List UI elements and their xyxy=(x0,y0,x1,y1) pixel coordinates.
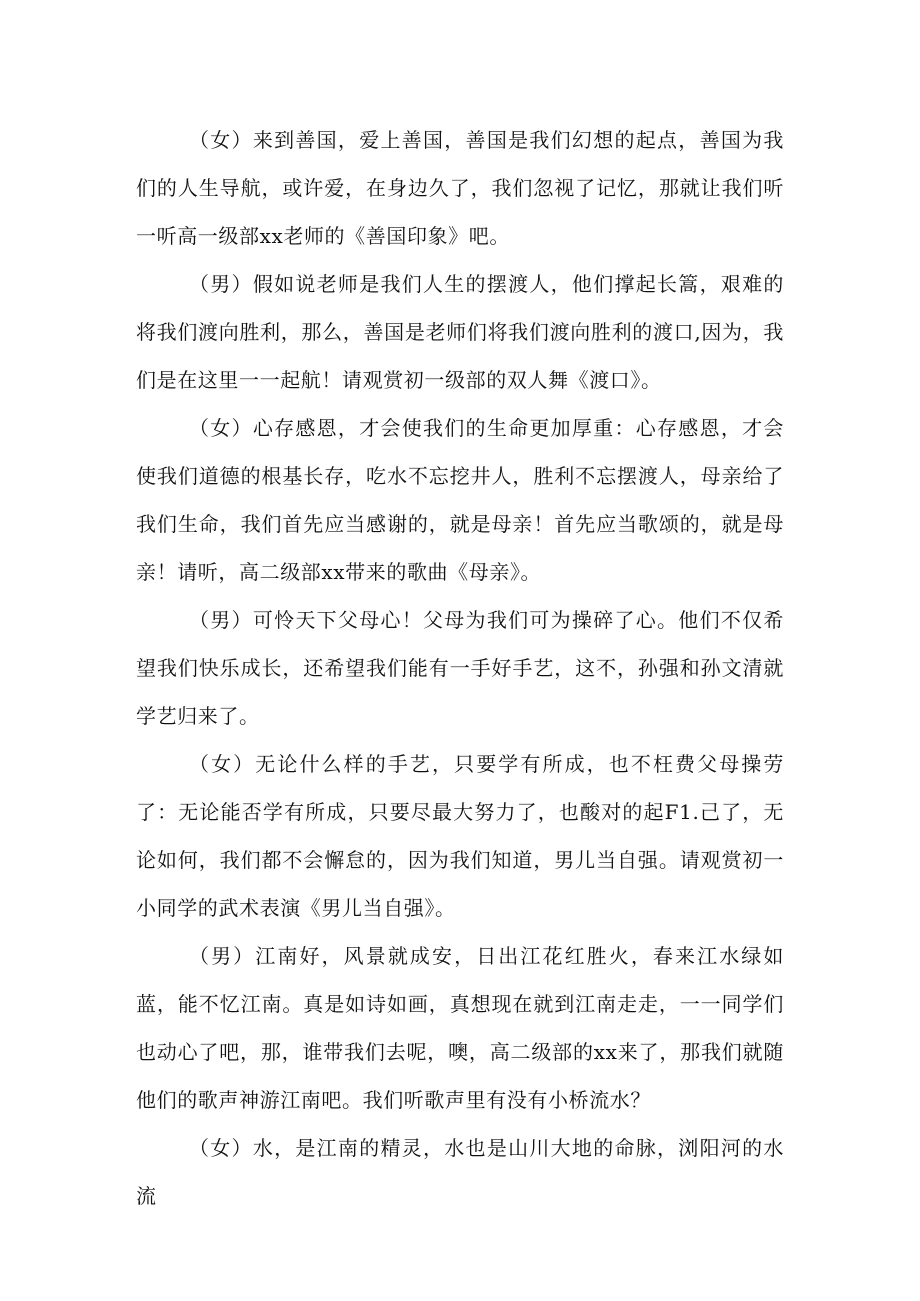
dialogue-paragraph-female-2: （女）心存感恩，才会使我们的生命更加厚重：心存感恩，才会使我们道德的根基长存，吃水不忘挖井人，胜利不忘摆渡人，母亲给了我们生命，我们首先应当感谢的，就是母亲！首先应当歌颂的，就是母亲！请听，高二级部xx带来的歌曲《母亲》。 xyxy=(136,416,784,584)
dialogue-paragraph-female-3: （女）无论什么样的手艺，只要学有所成，也不枉费父母操劳了：无论能否学有所成，只要尽最大努力了，也酸对的起F1.己了，无论如何，我们都不会懈怠的，因为我们知道，男儿当自强。请观赏初一小同学的武术表演《男儿当自强》。 xyxy=(136,752,784,920)
dialogue-paragraph-male-1: （男）假如说老师是我们人生的摆渡人，他们撑起长篙，艰难的将我们渡向胜利，那么，善国是老师们将我们渡向胜利的渡口,因为，我们是在这里一一起航！请观赏初一级部的双人舞《渡口》。 xyxy=(136,272,784,392)
dialogue-paragraph-male-3: （男）江南好，风景就成安，日出江花红胜火，春来江水绿如蓝，能不忆江南。真是如诗如画，真想现在就到江南走走，一一同学们也动心了吧，那，谁带我们去呢，噢，高二级部的xx来了，那我们就随他们的歌声神游江南吧。我们听歌声里有没有小桥流水？ xyxy=(136,944,784,1112)
dialogue-paragraph-male-2: （男）可怜天下父母心！父母为我们可为操碎了心。他们不仅希望我们快乐成长，还希望我们能有一手好手艺，这不，孙强和孙文清就学艺归来了。 xyxy=(136,608,784,728)
dialogue-paragraph-female-4: （女）水，是江南的精灵，水也是山川大地的命脉，浏阳河的水流 xyxy=(136,1136,784,1208)
dialogue-paragraph-female-1: （女）来到善国，爱上善国，善国是我们幻想的起点，善国为我们的人生导航，或许爱，在身边久了，我们忽视了记忆，那就让我们听一听高一级部xx老师的《善国印象》吧。 xyxy=(136,128,784,248)
document-body xyxy=(136,116,784,1220)
